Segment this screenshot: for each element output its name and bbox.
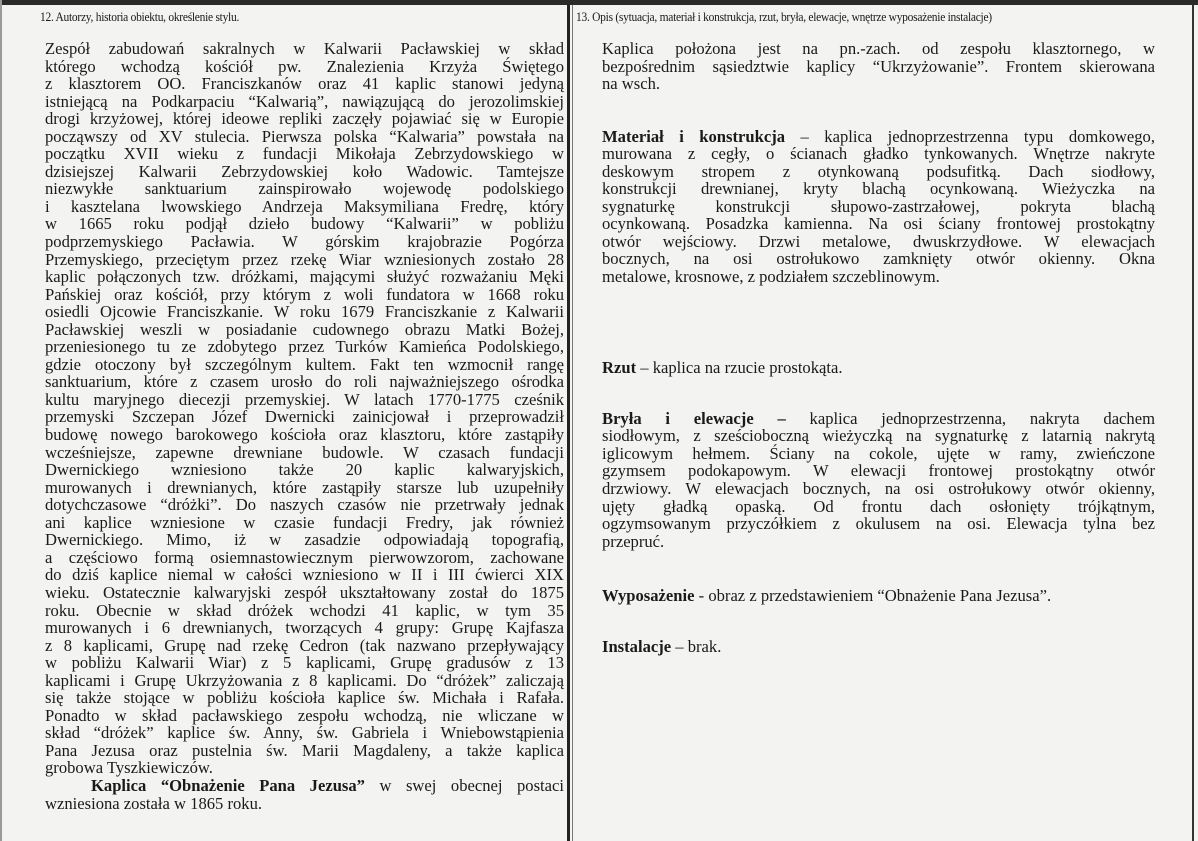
text-run: skład “dróżek” kaplice św. Anny, św. Gabriela i Wniebowstąpienia [45,723,564,743]
text-line [45,584,564,602]
section-12-heading: 12. Autorzy, historia obiektu, określenie stylu. [40,10,240,24]
description-paragraph-material [602,128,1155,286]
text-line [45,689,564,707]
text-line [602,445,1155,463]
text-line [45,461,564,479]
scan-top-border [0,0,1198,5]
text-run: Przemyskiego, przeciętym przez rzekę Wiar wzniesionych zostało 28 [45,249,564,269]
text-line [602,180,1155,198]
text-line [602,40,1155,58]
text-run: osiedli Ojcowie Franciszkanie. W roku 1679 Franciszkanie z Kalwarii [45,302,564,322]
text-run: a częściowo formą osiemnastowiecznym pierwowzorom, zachowane [45,547,564,567]
text-line [602,215,1155,233]
description-paragraph-plan [602,359,1155,377]
text-run: Ponadto w skład pacławskiego zespołu wchodzą, nie wliczane w [45,705,564,725]
text-run: murowanych i 6 drewnianych, tworzących 4 grupy: Grupę Kajfasza [45,618,564,638]
text-line [45,198,564,216]
text-run: siodłowym, z sześcioboczną wieżyczką na sygnaturkę z latarnią nakrytą [602,426,1155,446]
text-line [45,286,564,304]
text-line [45,531,564,549]
text-run: drzwiowy. W elewacjach bocznych, na osi ostrołukowy otwór okienny, [602,478,1155,498]
text-run: przemyski Szczepan Józef Dwernicki zainicjował i przeprowadził [45,407,564,427]
text-line [45,145,564,163]
bold-lead: Bryła i elewacje – [602,408,786,428]
description-paragraph-furnishing [602,587,1155,605]
text-run: z klasztorem OO. Franciszkanów oraz 41 kaplic stanowi jedyną [45,74,564,94]
text-run: podprzemyskiego Pacławia. W górskim krajobrazie Pogórza [45,232,564,252]
text-line [45,566,564,584]
text-line [45,426,564,444]
text-run: z 8 kaplicami, Grupę nad rzekę Cedron (tak nazwano przepływający [45,635,564,655]
text-line [45,637,564,655]
text-run: metalowe, krosnowe, z podziałem szczeblinowym. [602,267,940,287]
text-run: ani kaplice wzniesione w czasie fundacji Fredry, jak również [45,512,564,532]
text-run: w pobliżu Kalwarii Wiar) z 5 kaplicami, Grupę gradusów z 13 [45,653,564,673]
text-line [45,444,564,462]
text-run: ujęty gładką opaską. Od frontu dach osłonięty trójkątnym, [602,496,1155,516]
scan-left-edge [0,0,2,841]
text-run: Dwernickiego wzniesiono także 20 kaplic kalwaryjskich, [45,460,564,480]
text-line [45,58,564,76]
text-line [602,462,1155,480]
text-line [45,549,564,567]
description-column [602,40,1155,655]
text-line [45,777,564,795]
text-run: bezpośrednim sąsiedztwie kaplicy “Ukrzyżowanie”. Frontem skierowana [602,56,1155,76]
text-run: począwszy od XV stulecia. Pierwsza polska “Kalwaria” powstała na [45,126,564,146]
text-run: dzisiejszej Kalwarii Zebrzydowskiej koło Wadowic. Tamtejsze [45,161,564,181]
text-line [45,514,564,532]
text-line [602,587,1155,605]
text-run: przeniesionego tu ze zdobytego przez Turków Kamieńca Podolskiego, [45,337,564,357]
description-paragraph-massing [602,410,1155,550]
text-line [602,515,1155,533]
text-run: w 1665 roku podjął dzieło budowy “Kalwarii” w pobliżu [45,214,564,234]
text-line [45,180,564,198]
text-run: kaplic połączonych tzw. dróżkami, mającymi służyć rozważaniu Męki [45,267,564,287]
text-line [602,410,1155,428]
text-line [45,795,564,813]
text-run: niezwykłe sanktuarium zainspirowało wojewodę podolskiego [45,179,564,199]
text-line [45,338,564,356]
text-line [602,480,1155,498]
history-paragraph [45,777,564,812]
text-run: kaplicami i Grupę Ukrzyżowania z 8 kaplicami. Do “dróżek” zaliczają [45,670,564,690]
text-line [602,198,1155,216]
text-line [602,427,1155,445]
column-divider-thin [572,5,573,841]
text-line [602,58,1155,76]
text-line [45,233,564,251]
text-line [45,75,564,93]
text-run: roku. Obecnie w skład dróżek wchodzi 41 kaplic, w tym 35 [45,600,564,620]
text-run: kultu maryjnego diecezji przemyskiej. W latach 1770-1775 cześnik [45,389,564,409]
text-line [45,303,564,321]
text-run: gdzie otoczony był szczególnym kultem. Fakt ten wzmocnił rangę [45,354,564,374]
text-line [602,145,1155,163]
text-run: deskowym stropem z otynkowaną podsufitką. Dach siodłowy, [602,161,1155,181]
text-line [45,602,564,620]
text-run: sanktuarium, które z czasem urosło do roli najważniejszego ośrodka [45,372,564,392]
bold-lead: Wyposażenie [602,585,695,605]
text-run: – kaplica na rzucie prostokąta. [636,357,843,377]
text-line [45,759,564,777]
text-run: ocynkowaną. Posadzka kamienna. Na osi ściany frontowej prostokątny [602,214,1155,234]
text-run: murowanych i drewnianych, które zastąpiły starsze lub uzupełniły [45,477,564,497]
text-run: wzniesiona została w 1865 roku. [45,793,263,813]
section-13-heading: 13. Opis (sytuacja, materiał i konstrukcja, rzut, bryła, elewacje, wnętrze wyposażenie instalacje) [576,10,992,24]
text-line [45,479,564,497]
text-line [45,724,564,742]
description-paragraph-installations [602,638,1155,656]
text-line [45,163,564,181]
text-line [602,233,1155,251]
text-run: początku XVII wieku z fundacji Mikołaja Zebrzydowskiego w [45,144,564,164]
text-run: konstrukcji drewnianej, kryty blachą ocynkowaną. Wieżyczka na [602,179,1155,199]
text-line [45,707,564,725]
history-column [45,40,564,812]
text-run: Pana Jezusa oraz pustelnia św. Marii Magdaleny, a także kaplica [45,740,564,760]
text-run: Pańskiej oraz kościół, przy którym z woli fundatora w 1668 roku [45,284,564,304]
text-line [45,654,564,672]
text-line [45,268,564,286]
page-right-border [1192,5,1194,841]
text-line [602,533,1155,551]
bold-lead: Kaplica “Obnażenie Pana Jezusa” [91,775,365,795]
text-line [45,110,564,128]
text-run: otwór wejściowy. Drzwi metalowe, dwuskrzydłowe. W elewacjach [602,231,1155,251]
text-line [45,321,564,339]
text-line [602,268,1155,286]
text-line [602,75,1155,93]
text-line [602,128,1155,146]
text-line [45,356,564,374]
text-run: grobowa Tyszkiewiczów. [45,758,213,778]
text-line [602,163,1155,181]
text-line [45,40,564,58]
column-divider [567,5,570,841]
text-line [45,215,564,233]
text-line [45,93,564,111]
text-run: Kaplica położona jest na pn.-zach. od zespołu klasztornego, w [602,39,1155,58]
text-run: murowana z cegły, o ścianach gładko tynkowanych. Wnętrze nakryte [602,144,1155,164]
text-run: do dziś kaplice niemal w całości wzniesiono w II i III ćwierci XIX [45,565,564,585]
text-run: – brak. [671,636,722,656]
text-run: Zespół zabudowań sakralnych w Kalwarii Pacławskiej w skład [45,39,564,58]
text-line [45,496,564,514]
text-line [45,408,564,426]
text-run: i kasztelana lwowskiego Andrzeja Maksymiliana Fredrę, który [45,196,564,216]
text-line [45,742,564,760]
text-line [602,359,1155,377]
text-run: Pacławskiej weszli w posiadanie cudownego obrazu Matki Bożej, [45,319,564,339]
text-run: na wsch. [602,74,661,94]
text-line [602,250,1155,268]
description-paragraph-situation [602,40,1155,93]
bold-lead: Instalacje [602,636,672,656]
text-run: budowę nowego barokowego kościoła oraz klasztoru, które zastąpiły [45,425,564,445]
text-run: kaplica jednoprzestrzenna, nakryta dachem [785,408,1155,428]
text-run: - obraz z przedstawieniem “Obnażenie Pana Jezusa”. [694,585,1052,605]
text-run: którego wchodzą kościół pw. Znalezienia Krzyża Świętego [45,56,564,76]
text-run: istniejącą na Podkarpaciu “Kalwarią”, nawiązującą do jerozolimskiej [45,91,564,111]
text-run: iglicowym hełmem. Ściany na cokole, ujęte w ramy, zwieńczone [602,443,1155,463]
text-run: wieku. Ostatecznie kalwaryjski zespół ukształtowany został do 1875 [45,582,564,602]
text-run: ogzymsowanym przyczółkiem z okulusem na osi. Elewacja tylna bez [602,514,1155,534]
text-line [602,638,1155,656]
bold-lead: Materiał i konstrukcja [602,126,786,146]
text-line [602,498,1155,516]
text-run: dotychczasowe “dróżki”. Do naszych czasów nie przetrwały jednak [45,495,564,515]
text-run: przepruć. [602,531,665,551]
text-run: gzymsem podokapowym. W elewacji frontowej prostokątny otwór [602,461,1155,481]
text-line [45,373,564,391]
text-run: Dwernickiego. Mimo, iż w zasadzie odpowiadają topografią, [45,530,564,550]
text-line [45,251,564,269]
text-line [45,391,564,409]
text-run: się także stojące w pobliżu kościoła kaplice św. Michała i Rafała. [45,688,564,708]
bold-lead: Rzut [602,357,637,377]
text-run: wcześniejsze, zapewne drewniane budowle. W czasach fundacji [45,442,564,462]
text-line [45,128,564,146]
text-run: sygnaturkę konstrukcji słupowo-zastrzałowej, pokryta blachą [602,196,1155,216]
text-line [45,619,564,637]
text-run: drogi krzyżowej, której ideowe repliki zaczęły pojawiać się w Europie [45,109,564,129]
history-paragraph [45,40,564,777]
text-line [45,672,564,690]
text-run: w swej obecnej postaci [364,775,564,795]
text-run: – kaplica jednoprzestrzenna typu domkowego, [785,126,1156,146]
text-run: bocznych, na osi ostrołukowo zamknięty otwór okienny. Okna [602,249,1155,269]
